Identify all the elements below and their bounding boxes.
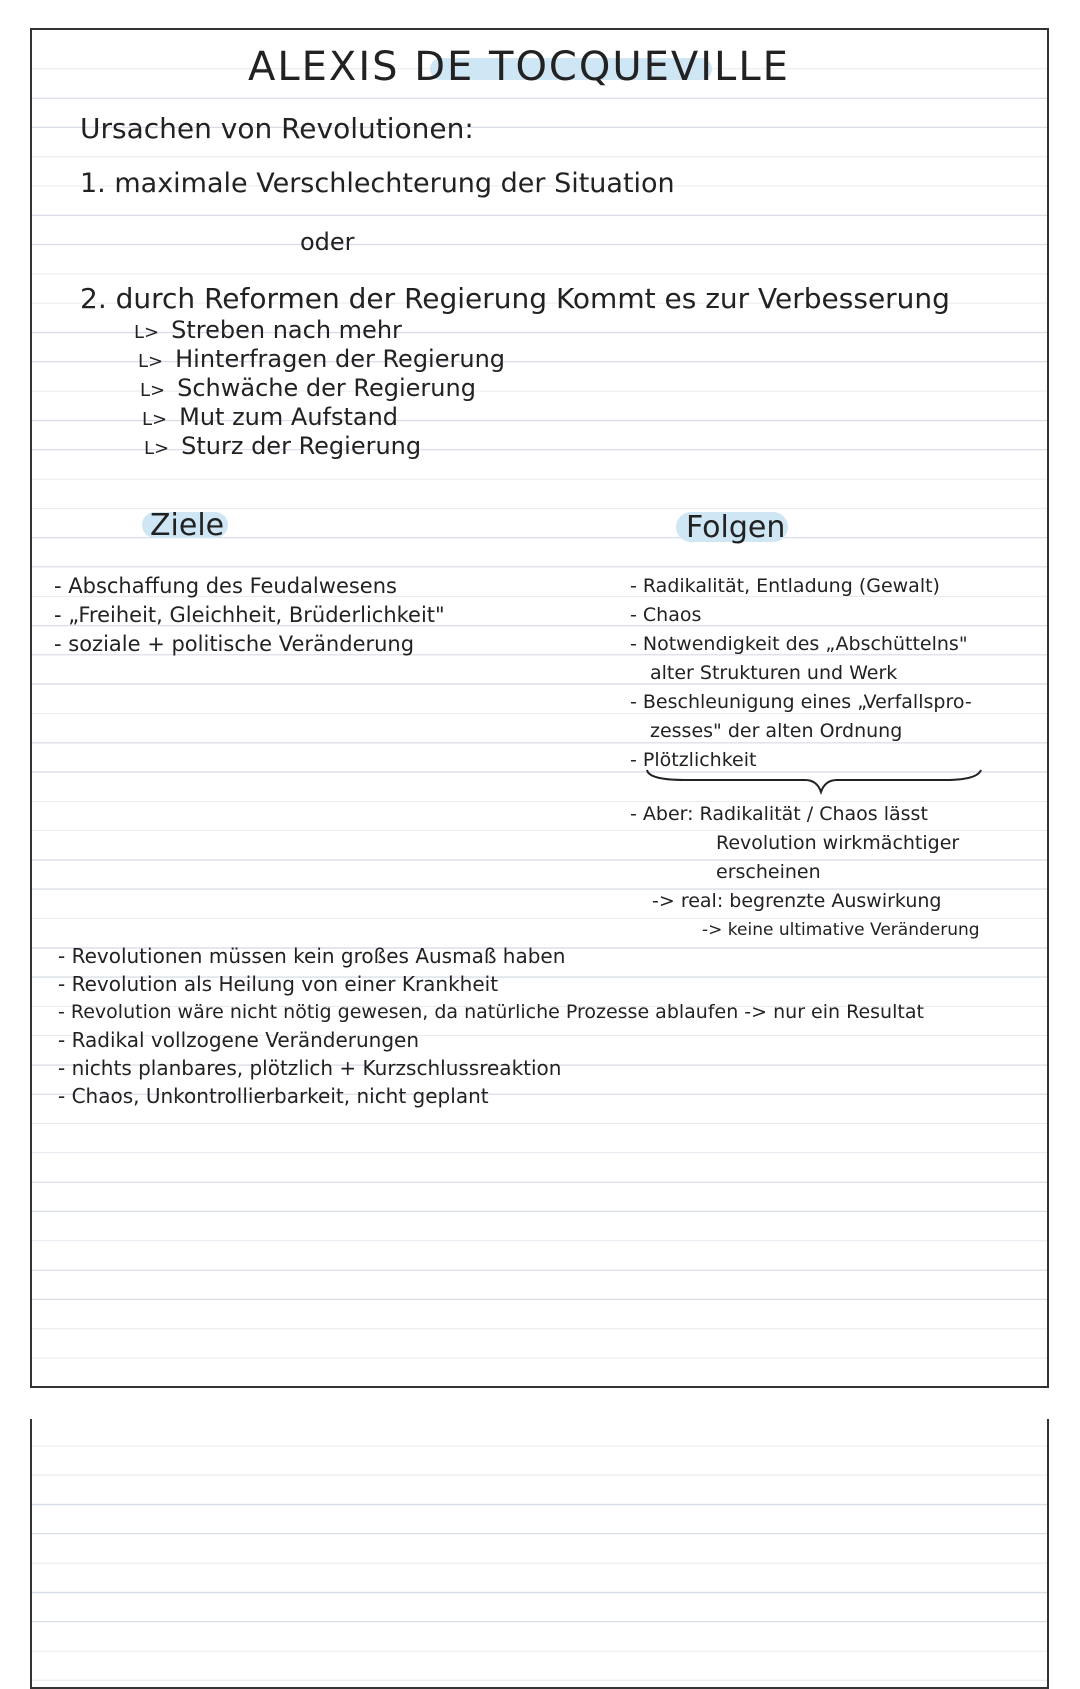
arrow-icon: L>: [138, 351, 164, 372]
list-item: L> Hinterfragen der Regierung: [138, 345, 506, 373]
page-bottom-edge: [30, 1386, 1049, 1419]
list-item: erscheinen: [716, 861, 821, 883]
list-item: - Revolution als Heilung von einer Krankheit: [58, 972, 499, 996]
list-item: - Radikal vollzogene Veränderungen: [58, 1028, 420, 1052]
arrow-icon: L>: [140, 380, 166, 401]
list-item: Revolution wirkmächtiger: [716, 832, 960, 854]
list-item: zesses" der alten Ordnung: [650, 720, 903, 742]
ziele-list: [54, 572, 445, 659]
cause-2: 2. durch Reformen der Regierung Kommt es zur Verbesserung: [80, 282, 950, 315]
list-item: - nichts planbares, plötzlich + Kurzschlussreaktion: [58, 1056, 562, 1080]
page-title: ALEXIS DE TOCQUEVILLE: [248, 44, 790, 90]
curly-brace-icon: [645, 766, 985, 796]
conclusions-list: [58, 942, 924, 1110]
list-item: - Revolutionen müssen kein großes Ausmaß haben: [58, 944, 566, 968]
arrow-icon: L>: [142, 409, 168, 430]
arrow-icon: L>: [134, 322, 160, 343]
list-item: - Abschaffung des Feudalwesens: [54, 574, 397, 598]
cause-1: 1. maximale Verschlechterung der Situation: [80, 168, 675, 199]
ziele-heading: Ziele: [150, 508, 225, 543]
list-item: - Revolution wäre nicht nötig gewesen, da natürliche Prozesse ablaufen -> nur ein Resultat: [58, 1001, 924, 1023]
list-item: - Chaos: [630, 604, 702, 626]
arrow-icon: L>: [144, 438, 170, 459]
cause-2-consequences: [134, 316, 505, 461]
list-item: alter Strukturen und Werk: [650, 662, 898, 684]
list-item: - Aber: Radikalität / Chaos lässt: [630, 803, 928, 825]
list-item: L> Mut zum Aufstand: [142, 403, 399, 431]
list-item: - Beschleunigung eines „Verfallspro-: [630, 691, 972, 713]
list-item: - „Freiheit, Gleichheit, Brüderlichkeit": [54, 603, 445, 627]
list-item: - soziale + politische Veränderung: [54, 632, 415, 656]
list-item: L> Streben nach mehr: [134, 316, 402, 344]
list-item: - Radikalität, Entladung (Gewalt): [630, 575, 940, 597]
list-item: -> keine ultimative Veränderung: [702, 920, 980, 940]
list-item: - Chaos, Unkontrollierbarkeit, nicht geplant: [58, 1084, 489, 1108]
or-label: oder: [300, 228, 355, 256]
folgen-list: [630, 572, 972, 775]
list-item: -> real: begrenzte Auswirkung: [652, 890, 942, 912]
aber-notes: [630, 800, 980, 945]
folgen-heading: Folgen: [686, 510, 786, 545]
list-item: - Plötzlichkeit: [630, 749, 757, 771]
list-item: L> Schwäche der Regierung: [140, 374, 476, 402]
list-item: L> Sturz der Regierung: [144, 432, 422, 460]
section-heading-causes: Ursachen von Revolutionen:: [80, 112, 474, 145]
list-item: - Notwendigkeit des „Abschüttelns": [630, 633, 968, 655]
